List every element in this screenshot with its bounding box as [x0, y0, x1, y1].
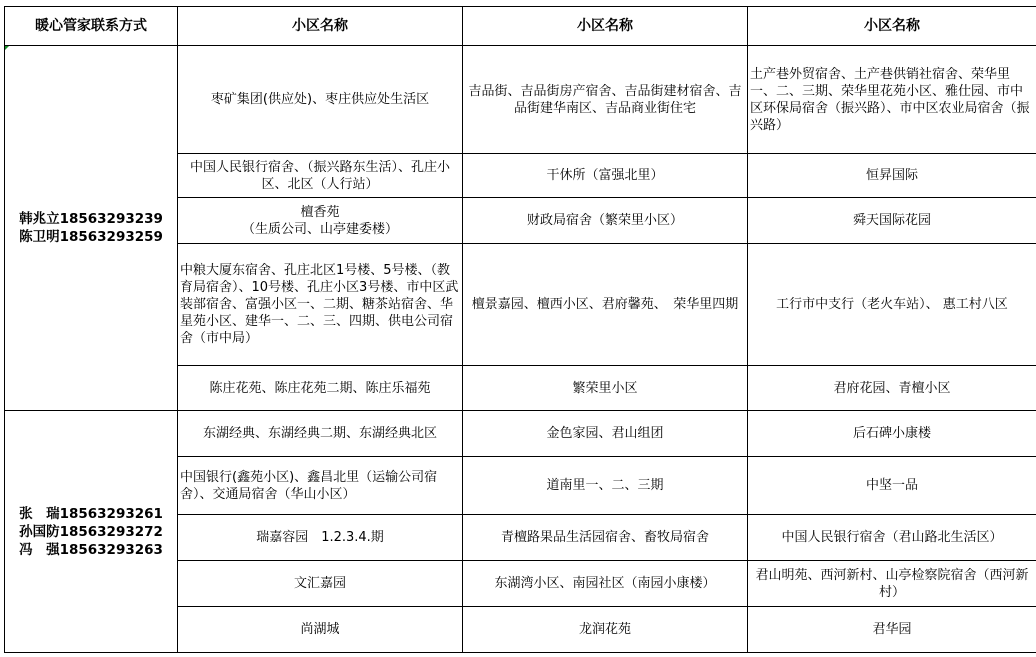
community-cell: 干休所（富强北里） [463, 154, 748, 198]
community-contact-table [4, 6, 1036, 653]
community-cell: 工行市中支行（老火车站）、 惠工村八区 [748, 244, 1036, 366]
community-cell: 繁荣里小区 [463, 366, 748, 411]
contact-line: 孙国防18563293272 [19, 523, 163, 540]
community-cell: 瑞嘉容园 1.2.3.4.期 [178, 515, 463, 561]
community-cell: 龙润花苑 [463, 607, 748, 653]
community-cell: 檀香苑 （生质公司、山亭建委楼） [178, 198, 463, 244]
community-cell: 青檀路果品生活园宿舍、畜牧局宿舍 [463, 515, 748, 561]
community-cell: 后石碑小康楼 [748, 411, 1036, 457]
community-cell: 君山明苑、西河新村、山亭检察院宿舍（西河新村） [748, 561, 1036, 607]
community-cell: 中国人民银行宿舍（君山路北生活区） [748, 515, 1036, 561]
contact-line: 张 瑞18563293261 [19, 505, 163, 522]
header-community-1: 小区名称 [178, 7, 463, 46]
contact-cell-group1 [5, 46, 178, 411]
community-cell: 舜天国际花园 [748, 198, 1036, 244]
table-row [5, 46, 1036, 154]
community-cell: 枣矿集团(供应处)、枣庄供应处生活区 [178, 46, 463, 154]
community-cell: 中国银行(鑫苑小区)、鑫昌北里（运输公司宿舍）、交通局宿舍（华山小区） [178, 457, 463, 515]
community-cell: 檀景嘉园、檀西小区、君府馨苑、 荣华里四期 [463, 244, 748, 366]
table-row [5, 411, 1036, 457]
community-cell: 君华园 [748, 607, 1036, 653]
community-cell: 文汇嘉园 [178, 561, 463, 607]
community-cell: 中国人民银行宿舍、（振兴路东生活）、孔庄小区、北区（人行站） [178, 154, 463, 198]
community-cell: 尚湖城 [178, 607, 463, 653]
contact-line: 陈卫明18563293259 [19, 229, 163, 245]
header-row [5, 7, 1036, 46]
header-community-2: 小区名称 [463, 7, 748, 46]
community-cell: 财政局宿舍（繁荣里小区） [463, 198, 748, 244]
community-cell: 土产巷外贸宿舍、土产巷供销社宿舍、荣华里一、二、三期、荣华里花苑小区、雅仕园、市中区环保局宿舍（振兴路）、市中区农业局宿舍（振兴路） [748, 46, 1036, 154]
community-cell: 东湖湾小区、南园社区（南园小康楼） [463, 561, 748, 607]
header-contact: 暖心管家联系方式 [5, 7, 178, 46]
community-cell: 道南里一、二、三期 [463, 457, 748, 515]
community-cell: 金色家园、君山组团 [463, 411, 748, 457]
community-cell: 吉品街、吉品街房产宿舍、吉品街建材宿舍、吉品街建华南区、吉品商业街住宅 [463, 46, 748, 154]
community-cell: 陈庄花苑、陈庄花苑二期、陈庄乐福苑 [178, 366, 463, 411]
contact-cell-group2 [5, 411, 178, 653]
community-cell: 东湖经典、东湖经典二期、东湖经典北区 [178, 411, 463, 457]
community-cell: 中坚一品 [748, 457, 1036, 515]
contact-line: 冯 强18563293263 [19, 541, 163, 558]
header-community-3: 小区名称 [748, 7, 1036, 46]
community-cell: 君府花园、青檀小区 [748, 366, 1036, 411]
community-cell: 中粮大厦东宿舍、孔庄北区1号楼、5号楼、（教育局宿舍）、10号楼、孔庄小区3号楼、市中区武装部宿舍、富强小区一、二期、糖茶站宿舍、华星苑小区、建华一、二、三、四期、供电公司宿舍（市中局） [178, 244, 463, 366]
contact-line: 韩兆立18563293239 [19, 211, 163, 227]
community-cell: 恒昇国际 [748, 154, 1036, 198]
